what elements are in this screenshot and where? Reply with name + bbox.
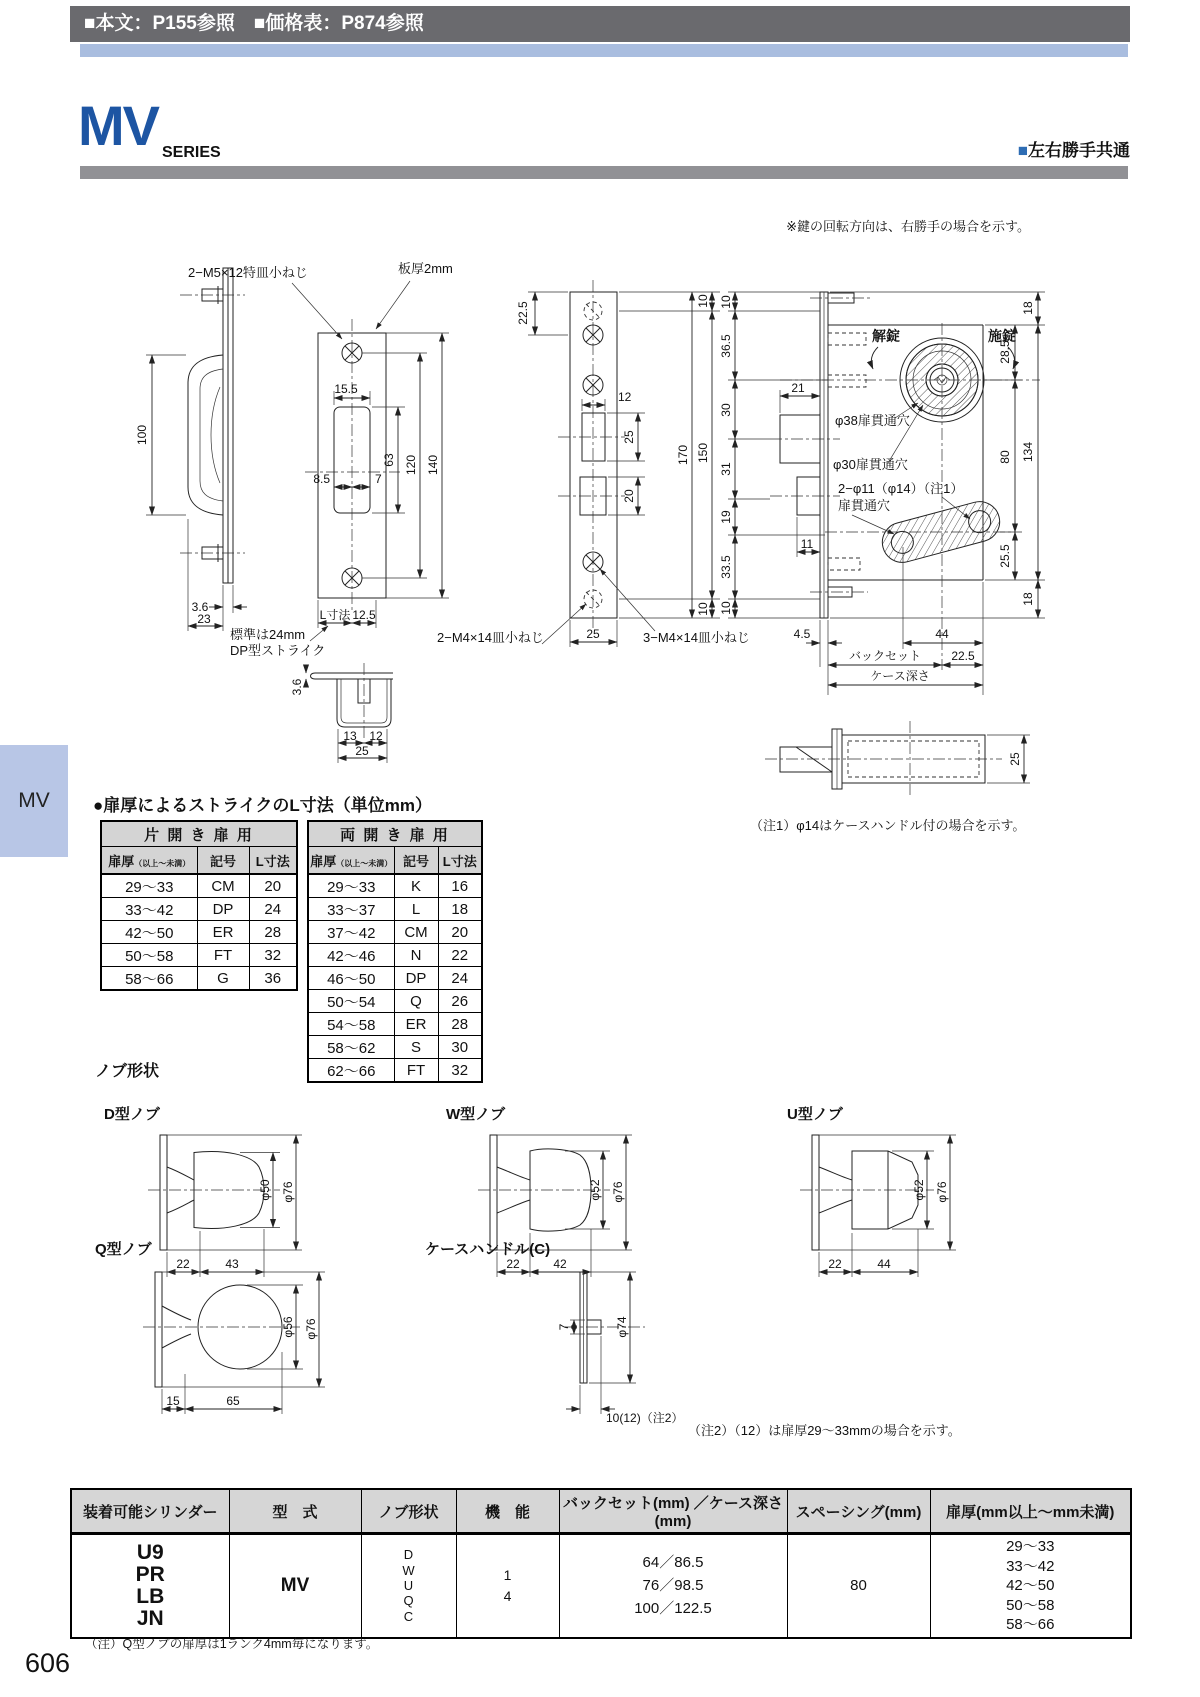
table-row	[308, 874, 482, 898]
dim-label: φ74	[615, 1316, 629, 1338]
strike-side-view	[135, 268, 247, 631]
page-number: 606	[25, 1648, 71, 1678]
table-row	[101, 874, 297, 898]
value: 76／98.5	[642, 1577, 704, 1595]
dim-label: 12	[369, 729, 383, 743]
col-label: 扉厚	[310, 853, 337, 869]
dim-label: 3.6	[191, 600, 209, 614]
cell: N	[394, 944, 438, 967]
value: JN	[136, 1606, 164, 1630]
cell: 24	[438, 967, 482, 990]
rotation-note: ※鍵の回転方向は、右勝手の場合を示す。	[786, 219, 1030, 234]
header-backset: バックセット(mm) ／ケース深さ(mm)	[559, 1489, 787, 1534]
value: PR	[135, 1562, 165, 1586]
single-door-strike-table	[100, 820, 298, 991]
dim-label: 10	[719, 601, 733, 615]
cell: ER	[394, 1013, 438, 1036]
cell: Q	[394, 990, 438, 1013]
dim-label: ケース深さ	[870, 669, 930, 683]
note2: （注2）（12）は扉厚29〜33mmの場合を示す。	[688, 1423, 961, 1438]
dim-label: 33.5	[719, 555, 733, 579]
knob-drawing-u	[792, 1125, 977, 1287]
latch-view	[765, 721, 1030, 795]
mechanical-drawing	[80, 235, 1140, 820]
drawing-label: 扉貫通穴	[838, 498, 891, 513]
note1: （注1）φ14はケースハンドル付の場合を示す。	[750, 818, 1026, 833]
knob-label-u: U型ノブ	[787, 1106, 843, 1123]
table-title: 片 開 き 扉 用	[101, 821, 297, 847]
cell: 33〜42	[101, 898, 197, 921]
header-cylinder: 装着可能シリンダー	[71, 1489, 229, 1534]
cell: FT	[394, 1059, 438, 1083]
dim-label: φ52	[588, 1179, 602, 1201]
value: 50〜58	[1006, 1596, 1055, 1614]
dim-label: 36.5	[719, 334, 733, 358]
table-header-row	[101, 847, 297, 875]
knob-label-q: Q型ノブ	[95, 1241, 152, 1258]
cell: CM	[197, 874, 249, 898]
dim-label: 43	[225, 1257, 239, 1271]
table-row	[308, 944, 482, 967]
header-door-thickness: 扉厚(mm以上〜mm未満)	[930, 1489, 1131, 1534]
table-row	[308, 967, 482, 990]
header-function: 機 能	[456, 1489, 559, 1534]
value: U9	[136, 1541, 164, 1565]
strike-bracket-view	[290, 663, 393, 763]
cell: 24	[249, 898, 297, 921]
page-ref-bar: ■本文：P155参照 ■価格表：P874参照	[70, 6, 1130, 42]
dim-label: 19	[719, 510, 733, 524]
dim-label: 3.6	[290, 678, 304, 696]
value: U	[403, 1578, 414, 1594]
cell: 26	[438, 990, 482, 1013]
table-row	[308, 898, 482, 921]
dim-label: 80	[998, 450, 1012, 464]
faceplate-view	[437, 280, 750, 647]
unlock-label: 解錠	[872, 328, 900, 344]
dim-label: 22.5	[951, 649, 975, 663]
table-title-row	[308, 821, 482, 847]
table-row	[308, 1013, 482, 1036]
cell: S	[394, 1036, 438, 1059]
cell: 58〜66	[101, 967, 197, 991]
value: 1	[503, 1566, 512, 1583]
cell: 28	[249, 921, 297, 944]
cell: 42〜46	[308, 944, 394, 967]
col-sublabel: （以上〜未満）	[336, 858, 393, 868]
cell: 54〜58	[308, 1013, 394, 1036]
dim-label: 28.5	[998, 340, 1012, 364]
dim-label: 22	[828, 1257, 842, 1271]
cell: 62〜66	[308, 1059, 394, 1083]
cell: 32	[249, 944, 297, 967]
handing-note	[800, 136, 1130, 161]
series-title: MV	[78, 94, 158, 157]
col-l: L寸法	[438, 847, 482, 875]
strike-l-title: ●扉厚によるストライクのL寸法（単位mm）	[93, 796, 433, 815]
cell: DP	[394, 967, 438, 990]
dim-label: φ76	[935, 1181, 949, 1203]
value: 4	[503, 1587, 512, 1604]
value: Q	[403, 1593, 414, 1609]
value: W	[402, 1562, 415, 1578]
table-row	[308, 921, 482, 944]
cell: 37〜42	[308, 921, 394, 944]
handing-text: 左右勝手共通	[1028, 141, 1130, 160]
col-l: L寸法	[249, 847, 297, 875]
value: 64／86.5	[642, 1553, 704, 1571]
dim-label: 20	[622, 489, 636, 503]
value: 29〜33	[1006, 1538, 1055, 1555]
cell: 50〜58	[101, 944, 197, 967]
value: MV	[280, 1574, 310, 1596]
cell: 30	[438, 1036, 482, 1059]
dim-label: 10	[696, 294, 710, 308]
dim-label: バックセット	[848, 649, 922, 663]
knob-section-title: ノブ形状	[95, 1063, 160, 1080]
col-door-thickness	[101, 847, 197, 875]
dim-label: 18	[1021, 592, 1035, 606]
value: LB	[136, 1584, 165, 1608]
cell: G	[197, 967, 249, 991]
table-row	[101, 921, 297, 944]
knob-label-w: W型ノブ	[446, 1106, 506, 1123]
dim-label: 25	[586, 627, 600, 641]
value: 80	[850, 1576, 867, 1594]
dim-label: 23	[197, 612, 211, 626]
dim-label: φ56	[281, 1316, 295, 1338]
series-suffix: SERIES	[162, 144, 221, 161]
col-code: 記号	[197, 847, 249, 875]
cell: L	[394, 898, 438, 921]
dim-label: 22.5	[516, 301, 530, 325]
dim-label: 140	[426, 454, 440, 476]
mv-side-tab: MV	[0, 745, 68, 857]
dim-label: 10(12)（注2）	[606, 1411, 684, 1425]
table-header-row	[308, 847, 482, 875]
cell: 20	[249, 874, 297, 898]
dim-label: 18	[1021, 301, 1035, 315]
value: C	[403, 1608, 414, 1624]
dim-label: 12.5	[352, 608, 376, 622]
dim-label: 25	[355, 744, 369, 758]
dim-label: 15	[166, 1394, 180, 1408]
cell: K	[394, 874, 438, 898]
header-knob-shape: ノブ形状	[361, 1489, 456, 1534]
dim-label: 25	[1008, 752, 1022, 766]
knob-label-d: D型ノブ	[104, 1106, 160, 1123]
blue-square-icon: ■	[1017, 141, 1028, 160]
header-spacing: スペーシング(mm)	[787, 1489, 930, 1534]
lock-label: 施錠	[988, 328, 1016, 344]
cell: 18	[438, 898, 482, 921]
dim-label: φ50	[258, 1179, 272, 1201]
dim-label: 25.5	[998, 544, 1012, 568]
table-row	[308, 990, 482, 1013]
dim-label: 30	[719, 403, 733, 417]
table-row	[101, 898, 297, 921]
case-handle-drawing	[550, 1262, 700, 1427]
accent-strip	[80, 44, 1128, 57]
dim-label: 10	[696, 602, 710, 616]
dim-label: 44	[877, 1257, 891, 1271]
drawing-label: 2−M5×12特皿小ねじ	[188, 265, 308, 280]
dim-label: L寸法	[319, 608, 351, 622]
table-title-row	[101, 821, 297, 847]
drawing-label: DP型ストライク	[230, 643, 326, 658]
dim-label: 8.5	[313, 472, 330, 486]
dim-label: φ76	[281, 1181, 295, 1203]
dim-label: 7	[557, 1323, 571, 1331]
dim-label: 11	[800, 537, 814, 551]
spec-note: （注）Q型ノブの扉厚は1ランク4mm毎になります。	[85, 1637, 379, 1651]
divider-rule	[80, 166, 1128, 179]
spec-table	[70, 1488, 1132, 1639]
cell: 28	[438, 1013, 482, 1036]
dim-label: φ76	[304, 1318, 318, 1340]
dim-label: 170	[676, 444, 690, 466]
dim-label: 44	[935, 627, 949, 641]
table-row	[101, 944, 297, 967]
dim-label: 7	[375, 472, 382, 486]
knob-drawing-q	[135, 1262, 345, 1427]
dim-label: 10	[719, 295, 733, 309]
case-handle-label: ケースハンドル(C)	[425, 1241, 551, 1258]
dim-label: φ76	[611, 1181, 625, 1203]
cell: 33〜37	[308, 898, 394, 921]
cylinder-cell	[71, 1534, 229, 1638]
cell: 16	[438, 874, 482, 898]
knob-shape-cell	[361, 1534, 456, 1638]
dim-label: 63	[382, 453, 396, 467]
table-title: 両 開 き 扉 用	[308, 821, 482, 847]
function-cell	[456, 1534, 559, 1638]
col-sublabel: （以上〜未満）	[134, 858, 191, 868]
drawing-label: 2−M4×14皿小ねじ	[437, 630, 544, 645]
cell: CM	[394, 921, 438, 944]
cell: FT	[197, 944, 249, 967]
table-row	[308, 1036, 482, 1059]
door-thickness-cell	[930, 1534, 1131, 1638]
dim-label: 120	[404, 454, 418, 476]
value: 58〜66	[1006, 1616, 1055, 1633]
dim-label: 65	[226, 1394, 240, 1408]
value: 42〜50	[1006, 1577, 1055, 1594]
dim-label: 31	[719, 462, 733, 476]
cell: 36	[249, 967, 297, 991]
cell: 29〜33	[101, 874, 197, 898]
table-row	[101, 967, 297, 991]
value: 33〜42	[1006, 1557, 1055, 1575]
cell: 50〜54	[308, 990, 394, 1013]
dim-label: 13	[343, 729, 357, 743]
value: D	[403, 1547, 414, 1563]
col-door-thickness	[308, 847, 394, 875]
drawing-label: 標準は24mm	[230, 627, 306, 642]
cell: 22	[438, 944, 482, 967]
cell: DP	[197, 898, 249, 921]
dim-label: 4.5	[793, 627, 811, 641]
drawing-label: 2−φ11（φ14）（注1）	[838, 481, 964, 496]
lockcase-view	[719, 292, 1045, 695]
table-row	[308, 1059, 482, 1083]
dim-label: 22	[506, 1257, 520, 1271]
double-door-strike-table	[307, 820, 483, 1083]
spec-data-row	[71, 1534, 1131, 1638]
drawing-label: φ30扉貫通穴	[833, 457, 908, 472]
col-label: 扉厚	[108, 853, 135, 869]
value: 100／122.5	[634, 1600, 712, 1618]
model-cell	[229, 1534, 361, 1638]
drawing-label: 板厚2mm	[398, 261, 453, 276]
header-model: 型 式	[229, 1489, 361, 1534]
dim-label: 25	[622, 430, 636, 444]
cell: 42〜50	[101, 921, 197, 944]
cell: 46〜50	[308, 967, 394, 990]
cell: 29〜33	[308, 874, 394, 898]
backset-cell	[559, 1534, 787, 1638]
cell: 32	[438, 1059, 482, 1083]
spec-header-row	[71, 1489, 1131, 1534]
dim-label: 22	[176, 1257, 190, 1271]
dim-label: 21	[791, 381, 805, 395]
dim-label: 100	[135, 424, 149, 446]
cell: ER	[197, 921, 249, 944]
drawing-label: φ38扉貫通穴	[835, 413, 910, 428]
dim-label: 42	[553, 1257, 567, 1271]
cell: 58〜62	[308, 1036, 394, 1059]
col-code: 記号	[394, 847, 438, 875]
drawing-label: 3−M4×14皿小ねじ	[643, 630, 750, 645]
spacing-cell	[787, 1534, 930, 1638]
cell: 20	[438, 921, 482, 944]
dim-label: 15.5	[334, 382, 358, 396]
dim-label: 12	[618, 390, 632, 404]
dim-label: 134	[1021, 441, 1035, 463]
dim-label: φ52	[912, 1179, 926, 1201]
dim-label: 150	[696, 442, 710, 464]
